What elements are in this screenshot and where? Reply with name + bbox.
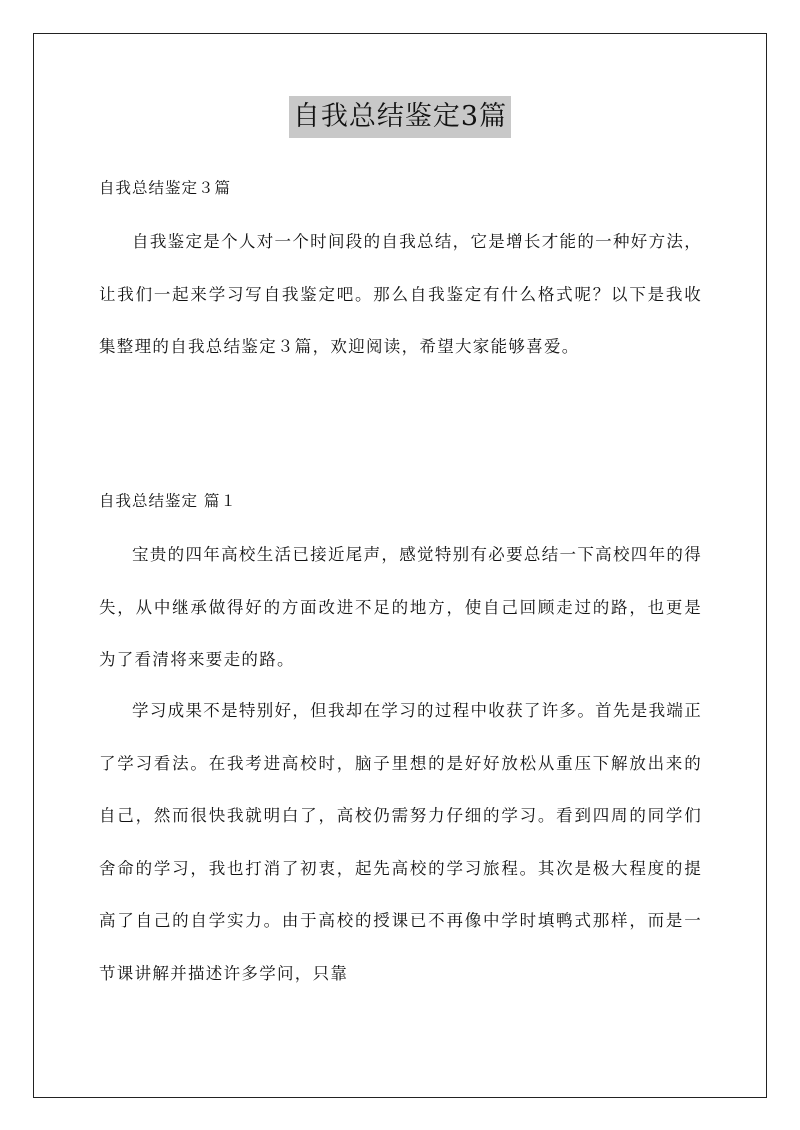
document-subtitle: 自我总结鉴定３篇: [99, 179, 232, 197]
intro-paragraph: 自我鉴定是个人对一个时间段的自我总结，它是增长才能的一种好方法，让我们一起来学习写自我鉴定吧。那么自我鉴定有什么格式呢？以下是我收集整理的自我总结鉴定３篇，欢迎阅读，希望大家能够喜爱。: [99, 232, 702, 356]
body-paragraph: 学习成果不是特别好，但我却在学习的过程中收获了许多。首先是我端正了学习看法。在我考进高校时，脑子里想的是好好放松从重压下解放出来的自己，然而很快我就明白了，高校仍需努力仔细的学习。看到四周的同学们舍命的学习，我也打消了初衷，起先高校的学习旅程。其次是极大程度的提高了自己的自学实力。由于高校的授课已不再像中学时填鸭式那样，而是一节课讲解并描述许多学问，只靠: [99, 701, 702, 983]
title-wrapper: [0, 96, 800, 138]
section-heading: 自我总结鉴定 篇１: [99, 492, 237, 510]
document-title: 自我总结鉴定3篇: [289, 96, 511, 138]
body-paragraph: 宝贵的四年高校生活已接近尾声，感觉特别有必要总结一下高校四年的得失，从中继承做得好的方面改进不足的地方，使自己回顾走过的路，也更是为了看清将来要走的路。: [99, 545, 702, 669]
